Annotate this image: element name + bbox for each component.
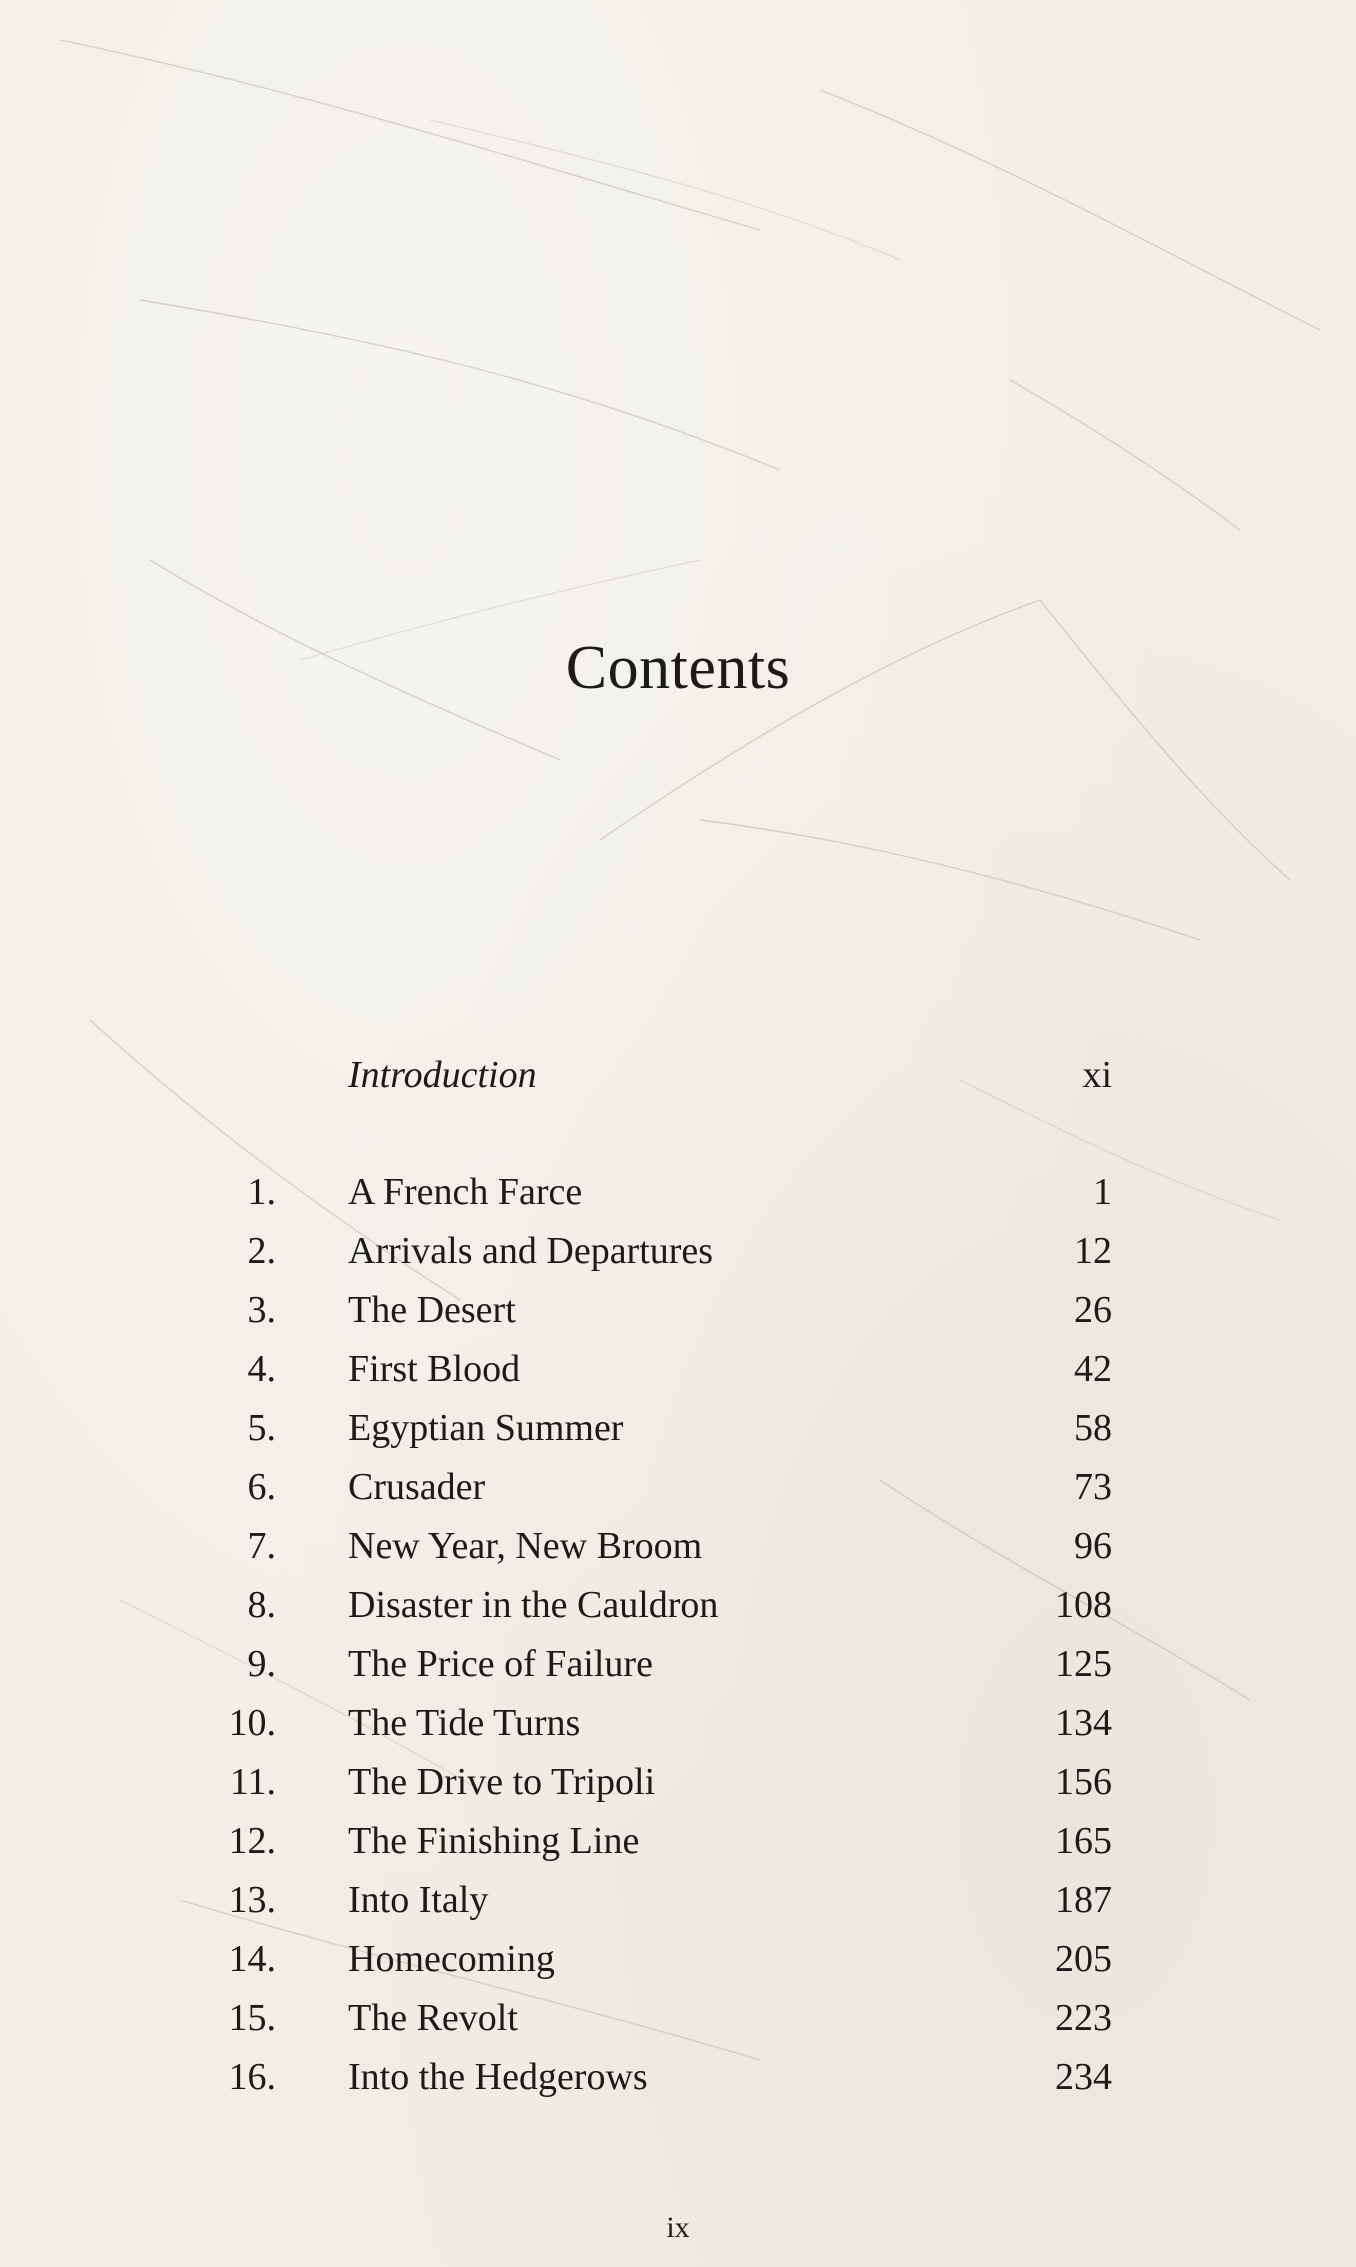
toc-chapter-number: 6. [247, 1466, 276, 1508]
toc-chapter-page: 73 [1074, 1466, 1112, 1508]
toc-chapter-title: The Desert [348, 1289, 516, 1331]
toc-chapter-number: 1. [247, 1171, 276, 1213]
toc-chapter-row[interactable] [0, 1461, 1356, 1513]
toc-chapter-title: A French Farce [348, 1171, 583, 1213]
toc-chapter-page: 187 [1055, 1879, 1112, 1921]
toc-chapter-number: 12. [228, 1820, 276, 1862]
toc-chapter-page: 1 [1093, 1171, 1112, 1213]
toc-chapter-title: The Revolt [348, 1997, 518, 2039]
toc-chapter-row[interactable] [0, 1697, 1356, 1749]
toc-chapter-title: Egyptian Summer [348, 1407, 624, 1449]
toc-chapter-page: 165 [1055, 1820, 1112, 1862]
toc-chapter-row[interactable] [0, 1815, 1356, 1867]
toc-chapter-title: Arrivals and Departures [348, 1230, 714, 1272]
toc-introduction-row[interactable] [0, 1049, 1356, 1101]
toc-chapter-title: The Tide Turns [348, 1702, 581, 1744]
toc-chapter-number: 5. [247, 1407, 276, 1449]
toc-chapter-number: 7. [247, 1525, 276, 1567]
toc-chapter-number: 9. [247, 1643, 276, 1685]
toc-chapter-page: 156 [1055, 1761, 1112, 1803]
toc-chapter-page: 205 [1055, 1938, 1112, 1980]
toc-chapter-row[interactable] [0, 1166, 1356, 1218]
toc-chapter-row[interactable] [0, 1638, 1356, 1690]
toc-chapter-page: 108 [1055, 1584, 1112, 1626]
toc-chapter-number: 11. [229, 1761, 276, 1803]
toc-chapter-number: 14. [228, 1938, 276, 1980]
page-number-folio: ix [666, 2211, 690, 2244]
toc-chapter-number: 15. [228, 1997, 276, 2039]
toc-chapter-row[interactable] [0, 1756, 1356, 1808]
toc-chapter-title: Homecoming [348, 1938, 555, 1980]
toc-chapter-title: Into Italy [348, 1879, 489, 1921]
toc-chapter-page: 42 [1074, 1348, 1112, 1390]
toc-chapter-page: 96 [1074, 1525, 1112, 1567]
toc-introduction-page: xi [1082, 1054, 1112, 1096]
toc-chapter-row[interactable] [0, 1579, 1356, 1631]
toc-chapter-title: The Finishing Line [348, 1820, 640, 1862]
toc-chapter-title: The Price of Failure [348, 1643, 653, 1685]
toc-chapter-page: 58 [1074, 1407, 1112, 1449]
toc-chapter-page: 134 [1055, 1702, 1112, 1744]
toc-chapter-row[interactable] [0, 1992, 1356, 2044]
toc-chapter-title: First Blood [348, 1348, 521, 1390]
toc-chapter-number: 10. [228, 1702, 276, 1744]
toc-chapter-row[interactable] [0, 1284, 1356, 1336]
page-title: Contents [565, 634, 791, 702]
toc-chapter-row[interactable] [0, 1874, 1356, 1926]
toc-chapter-number: 13. [228, 1879, 276, 1921]
toc-chapter-number: 8. [247, 1584, 276, 1626]
toc-chapter-page: 125 [1055, 1643, 1112, 1685]
toc-chapter-row[interactable] [0, 1933, 1356, 1985]
toc-chapter-row[interactable] [0, 1402, 1356, 1454]
toc-chapter-title: Crusader [348, 1466, 486, 1508]
toc-chapter-page: 223 [1055, 1997, 1112, 2039]
toc-chapter-page: 26 [1074, 1289, 1112, 1331]
toc-chapter-title: The Drive to Tripoli [348, 1761, 656, 1803]
toc-chapter-number: 2. [247, 1230, 276, 1272]
toc-chapter-page: 12 [1074, 1230, 1112, 1272]
toc-chapter-title: Disaster in the Cauldron [348, 1584, 719, 1626]
toc-chapter-page: 234 [1055, 2056, 1112, 2098]
toc-chapter-row[interactable] [0, 1225, 1356, 1277]
toc-chapter-title: Into the Hedgerows [348, 2056, 648, 2098]
toc-chapter-row[interactable] [0, 2051, 1356, 2103]
toc-introduction-label: Introduction [348, 1054, 537, 1096]
toc-chapter-number: 4. [247, 1348, 276, 1390]
toc-chapter-row[interactable] [0, 1520, 1356, 1572]
toc-chapter-number: 16. [228, 2056, 276, 2098]
toc-chapter-row[interactable] [0, 1343, 1356, 1395]
toc-chapter-title: New Year, New Broom [348, 1525, 703, 1567]
toc-chapter-number: 3. [247, 1289, 276, 1331]
